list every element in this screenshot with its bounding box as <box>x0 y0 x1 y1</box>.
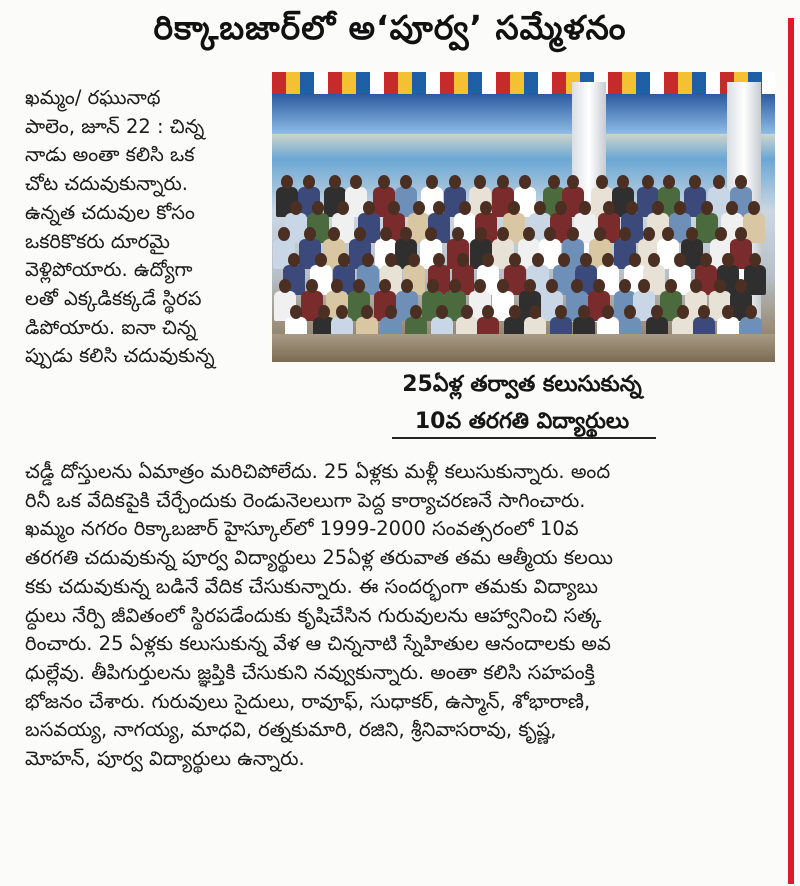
photo-person-head <box>279 279 291 293</box>
photo-person-head <box>363 201 375 215</box>
headline: రిక్కాబజార్‌లో అ‘పూర్వ’ సమ్మేళనం <box>153 8 627 47</box>
intro-line: ఒకరికొకరు దూరమై <box>25 229 170 253</box>
photo-person-head <box>571 279 583 293</box>
photo-person-head <box>329 175 341 189</box>
photo-person-head <box>361 305 373 319</box>
photo-person-head <box>567 175 579 189</box>
photo-crowd <box>272 167 775 362</box>
photo-person-head <box>690 279 702 293</box>
body-line: ఖమ్మం నగరం రిక్కాబజార్ హైస్కూల్‌లో 1999-2000 సంవత్సరంలో 10వ <box>25 517 579 541</box>
photo-person-head <box>452 227 464 241</box>
photo-person-head <box>303 175 315 189</box>
photo-caption-line-1: 25ఏళ్ల తర్వాత కలుసుకున్న <box>402 372 642 397</box>
caption-underline <box>392 437 656 439</box>
photo-person-head <box>726 201 738 215</box>
photo-person-head <box>567 227 579 241</box>
photo-person-head <box>425 227 437 241</box>
body-line: రించారు. 25 ఏళ్లకు కలుసుకున్న వేళ ఆ చిన్ననాటి స్నేహితుల ఆనందాలకు అవ <box>25 632 611 656</box>
body-line: భోజనం చేశారు. గురువులు సైదులు, రావూఫ్, సుధాకర్, ఉస్మాన్, శోభారాణి, <box>25 689 591 713</box>
photo-person-head <box>388 201 400 215</box>
body-line: బసవయ్య, నాగయ్య, మాధవి, రత్నకుమారి, రజిని, శ్రీనివాసరావు, కృష్ణ, <box>25 718 557 742</box>
photo-person-head <box>378 175 390 189</box>
photo-person-head <box>433 253 445 267</box>
photo-person-head <box>665 279 677 293</box>
photo-person-head <box>735 175 747 189</box>
photo-person-head <box>400 175 412 189</box>
photo-person-head <box>674 253 686 267</box>
photo-person-head <box>523 227 535 241</box>
intro-line: లతో ఎక్కడికక్కడే స్థిరప <box>25 286 202 310</box>
photo-person-head <box>408 253 420 267</box>
photo-person-head <box>401 279 413 293</box>
photo-person-head <box>642 175 654 189</box>
photo-person-head <box>626 201 638 215</box>
photo-person-head <box>643 227 655 241</box>
photo-person-head <box>457 253 469 267</box>
intro-column <box>25 84 267 371</box>
photo-person-head <box>735 227 747 241</box>
photo-person-head <box>548 175 560 189</box>
photo-person-head <box>474 175 486 189</box>
body-column <box>25 458 773 774</box>
photo-person-head <box>497 227 509 241</box>
photo-person-head <box>410 305 422 319</box>
photo-person-head <box>546 279 558 293</box>
photo-person-head <box>426 175 438 189</box>
photo-person-head <box>281 175 293 189</box>
photo-person-head <box>413 201 425 215</box>
body-line: చడ్డీ దోస్తులను ఏమాత్రం మరిచిపోలేదు. 25 ఏళ్లకు మళ్లీ కలుసుకున్నారు. అంద <box>25 460 611 483</box>
photo-person-head <box>689 175 701 189</box>
photo-person-head <box>433 201 445 215</box>
photo-person-head <box>385 253 397 267</box>
photo-bunting <box>272 72 775 94</box>
photo-person-head <box>362 253 374 267</box>
body-line: ద్ధులు నేర్పి జీవితంలో స్థిరపడేందుకు కృషిచేసిన గురువులను ఆహ్వానించి సత్క <box>25 603 602 627</box>
photo-person-head <box>534 201 546 215</box>
photo-person-head <box>524 279 536 293</box>
photo-person-head <box>715 227 727 241</box>
photo-person-head <box>497 279 509 293</box>
intro-line: డిపోయారు. ఐనా చిన్న <box>25 315 197 339</box>
photo-caption-line-2: 10వ తరగతి విద్యార్థులు <box>414 409 630 434</box>
photo-person-head <box>436 305 448 319</box>
photo-person-head <box>555 201 567 215</box>
photo-person-head <box>474 279 486 293</box>
photo-person-head <box>674 201 686 215</box>
photo-person-head <box>290 305 302 319</box>
photo-person-head <box>482 305 494 319</box>
photo-person-head <box>306 279 318 293</box>
photo-person-head <box>617 175 629 189</box>
photo-person-head <box>700 253 712 267</box>
photo-person-head <box>714 279 726 293</box>
body-line: ధుల్లేవు. తీపిగుర్తులను జ్ఞప్తికి చేసుకుని నవ్వుకున్నారు. అంతా కలిసి సహపంక్తి <box>25 660 595 684</box>
photo-person-head <box>529 305 541 319</box>
photo-person-head <box>459 201 471 215</box>
photo-person-head <box>427 279 439 293</box>
photo-person-head <box>602 305 614 319</box>
photo-person-head <box>318 305 330 319</box>
intro-line: ఖమ్మం/ రఘునాథ <box>25 86 161 109</box>
group-photo <box>272 72 775 362</box>
body-line: మోహన్, పూర్వ విద్యార్థులు ఉన్నారు. <box>25 747 305 771</box>
photo-ground <box>272 334 775 362</box>
photo-person-head <box>593 279 605 293</box>
photo-person-head <box>509 253 521 267</box>
photo-person-head <box>580 253 592 267</box>
photo-person-head <box>544 227 556 241</box>
photo-person-head <box>651 305 663 319</box>
photo-person-head <box>449 175 461 189</box>
photo-person-head <box>558 253 570 267</box>
page-edge-rule <box>788 18 794 884</box>
photo-person-head <box>596 175 608 189</box>
photo-person-head <box>461 305 473 319</box>
photo-person-head <box>555 305 567 319</box>
photo-person-head <box>380 227 392 241</box>
photo-person-head <box>579 201 591 215</box>
intro-line: చోట చదువుకున్నారు. <box>25 172 188 196</box>
photo-person-head <box>508 201 520 215</box>
intro-line: ఉన్నత చదువుల కోసం <box>25 200 195 224</box>
photo-person-head <box>315 253 327 267</box>
photo-tent <box>272 94 775 134</box>
photo-person-head <box>663 175 675 189</box>
body-line: కకు చదువుకున్న బడినే వేదిక చేసుకున్నారు. ఈ సందర్భంగా తమకు విద్యాబు <box>25 574 598 598</box>
intro-line: ప్పుడు కలిసి చదువుకున్న <box>25 344 215 368</box>
body-line: తరగతి చదువుకున్న పూర్వ విద్యార్థులు 25ఏళ్ల తరువాత తమ ఆత్మీయ కలయి <box>25 546 613 570</box>
body-line: రినీ ఒక వేదికపైకి చేర్చేందుకు రెండునెలలుగా పెద్ద కార్యాచరణనే సాగించారు. <box>25 488 586 512</box>
photo-person-head <box>353 279 365 293</box>
intro-line: వెళ్లిపోయారు. ఉద్యోగా <box>25 258 193 282</box>
photo-person-head <box>745 305 757 319</box>
intro-line: నాడు అంతా కలిసి ఒక <box>25 143 195 167</box>
photo-person-head <box>519 175 531 189</box>
intro-line: పాలెం, జూన్ 22 : చిన్న <box>25 114 205 138</box>
photo-person-head <box>603 201 615 215</box>
